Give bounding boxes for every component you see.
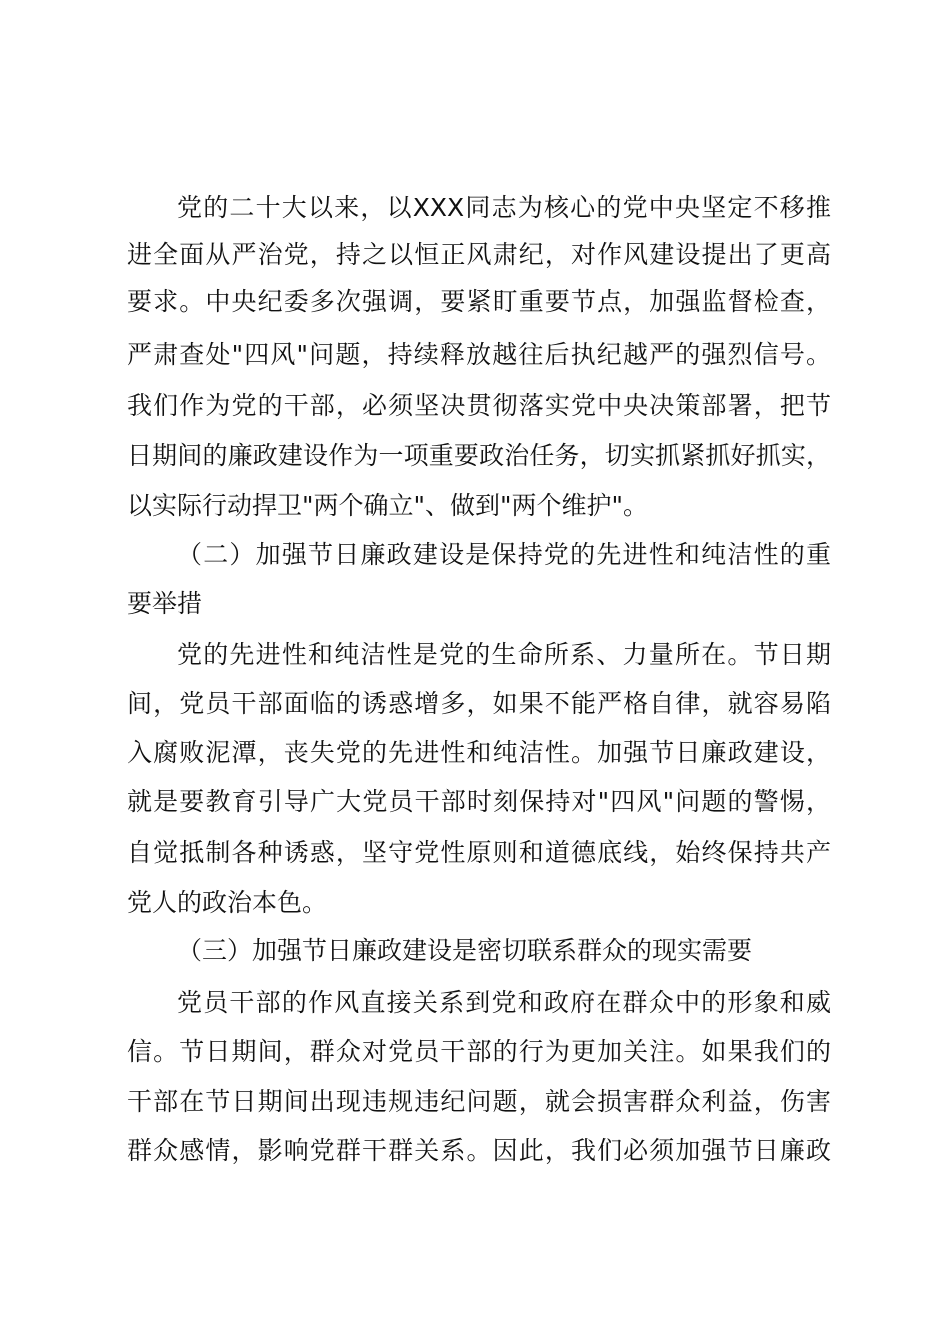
paragraph-1-line-7: 以实际行动捍卫"两个确立"、做到"两个维护"。 bbox=[127, 491, 648, 520]
paragraph-1-line-2: 进全面从严治党，持之以恒正风肃纪，对作风建设提出了更高 bbox=[127, 240, 831, 269]
paragraph-2-line-4: 就是要教育引导广大党员干部时刻保持对"四风"问题的警惕， bbox=[127, 787, 831, 816]
section-heading-2-line-2: 要举措 bbox=[127, 589, 203, 618]
paragraph-1-line-3: 要求。中央纪委多次强调，要紧盯重要节点，加强监督检查， bbox=[127, 287, 831, 316]
section-heading-2-line-1: （二）加强节日廉政建设是保持党的先进性和纯洁性的重 bbox=[177, 540, 831, 569]
paragraph-3-line-4: 群众感情，影响党群干群关系。因此，我们必须加强节日廉政 bbox=[127, 1136, 831, 1165]
paragraph-1-line-6: 日期间的廉政建设作为一项重要政治任务，切实抓紧抓好抓实， bbox=[127, 441, 831, 470]
paragraph-2-line-2: 间，党员干部面临的诱惑增多，如果不能严格自律，就容易陷 bbox=[127, 689, 831, 718]
paragraph-1-line-4: 严肃查处"四风"问题，持续释放越往后执纪越严的强烈信号。 bbox=[127, 340, 831, 369]
paragraph-3-line-1: 党员干部的作风直接关系到党和政府在群众中的形象和威 bbox=[177, 988, 831, 1017]
paragraph-2-line-6: 党人的政治本色。 bbox=[127, 888, 328, 917]
paragraph-2-line-5: 自觉抵制各种诱惑，坚守党性原则和道德底线，始终保持共产 bbox=[127, 838, 831, 867]
paragraph-2-line-1: 党的先进性和纯洁性是党的生命所系、力量所在。节日期 bbox=[177, 640, 831, 669]
section-heading-3: （三）加强节日廉政建设是密切联系群众的现实需要 bbox=[177, 936, 753, 965]
paragraph-1-line-1: 党的二十大以来，以XXX同志为核心的党中央坚定不移推 bbox=[177, 193, 831, 222]
paragraph-3-line-2: 信。节日期间，群众对党员干部的行为更加关注。如果我们的 bbox=[127, 1037, 831, 1066]
paragraph-3-line-3: 干部在节日期间出现违规违纪问题，就会损害群众利益，伤害 bbox=[127, 1087, 831, 1116]
paragraph-1-line-5: 我们作为党的干部，必须坚决贯彻落实党中央决策部署，把节 bbox=[127, 391, 831, 420]
paragraph-2-line-3: 入腐败泥潭，丧失党的先进性和纯洁性。加强节日廉政建设， bbox=[127, 738, 831, 767]
